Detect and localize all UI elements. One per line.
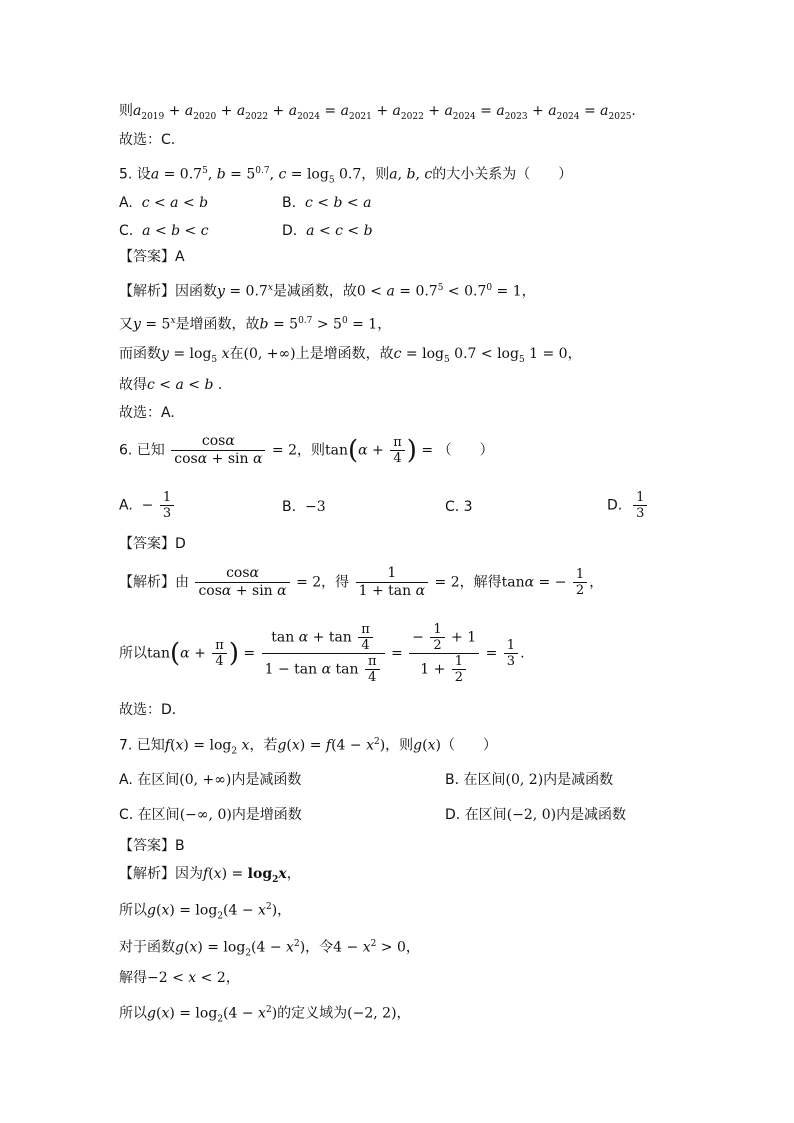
q6-option-c: C. 3 [445, 499, 473, 515]
q6-analysis-1: 【解析】由 $\frac{\cos\alpha}{\text{cosα + sin α}}$ = 2，得 $\frac{1}{\text{1 + tan α}}$ = 2，解得tanα = − $\frac{1}{2}$ ， [119, 565, 604, 599]
q5-analysis-4: 故得c < a < b . [119, 377, 223, 393]
q5-option-a: A. c < a < b [119, 195, 209, 211]
q7-option-b: B. 在区间(0, 2)内是减函数 [445, 772, 614, 788]
q7-analysis-3: 对于函数$g(x) = \log_2(4 - x^2)$，令$4 - x^2 > 0$， [119, 939, 420, 959]
answer-choice-d: 故选：D. [119, 702, 177, 718]
q5-analysis-2: 又$y = 5^x$是增函数，故$b = 5^{0.7} > 5^0 = 1$， [119, 316, 392, 333]
q6-option-a: A. − $\frac{1}{3}$ [119, 490, 176, 521]
q7-answer: 【答案】B [119, 838, 185, 854]
q6-option-b: B. −3 [282, 499, 326, 515]
line-sum-result: 则$a_{2019} + a_{2020} + a_{2022} + a_{2024} = a_{2021} + a_{2022} + a_{2024} = a_{2023} + a_{2024} = a_{2025}$. [119, 103, 636, 122]
q5-option-b: B. c < b < a [282, 195, 372, 211]
fraction-cos-over-sum: $\frac{\cos\alpha}{\text{cosα + sin α}}$ [171, 433, 265, 468]
answer-choice-c: 故选：C. [119, 132, 176, 148]
q7-analysis-2: 所以$g(x) = \log_2(4 - x^2)$， [119, 902, 292, 922]
q7-option-a: A. 在区间(0, +∞)内是减函数 [119, 772, 302, 788]
q5-option-c: C. a < b < c [119, 223, 209, 239]
q6-answer: 【答案】D [119, 536, 186, 552]
answer-choice-a: 故选：A. [119, 405, 175, 421]
question-6: 6. 已知 $\frac{\cos\alpha}{\text{cosα + sin α}}$ = 2，则tan(α + $\frac{\pi}{4}$ ) = （ ） [119, 433, 494, 467]
q7-analysis-4: 解得−2 < x < 2， [119, 970, 240, 986]
q7-analysis-5: 所以$g(x) = \log_2(4 - x^2)$的定义域为(−2, 2)， [119, 1005, 411, 1025]
question-5: 5. 设$a = 0.7^5$, $b = 5^{0.7}$, $c = \log_5 0.7$，则a, b, c的大小关系为（ ） [119, 166, 573, 186]
q7-option-c: C. 在区间(−∞, 0)内是增函数 [119, 807, 302, 823]
q7-option-d: D. 在区间(−2, 0)内是减函数 [445, 807, 627, 823]
q6-analysis-2: 所以tan(α + $\frac{\pi}{4}$ ) = tan α + tan $\frac{\pi}{4}$ 1 − tan α tan $\frac{\pi}{4}$ = − $\frac{1}{2}$ + 1 1 + $\frac{1}{2}$ = $\frac{1}{3}$ . [119, 622, 525, 685]
q5-option-d: D. a < c < b [282, 223, 373, 239]
q7-analysis-1: 【解析】因为$f(x) = \log_2x$， [119, 866, 301, 885]
question-7: 7. 已知$f(x) = \log_2 x$，若$g(x) = f(4 - x^2)$，则g(x)（ ） [119, 737, 497, 757]
q5-analysis-1: 【解析】因函数$y = 0.7^x$是减函数，故$0 < a = 0.7^5 < 0.7^0 = 1$， [119, 283, 536, 300]
q5-analysis-3: 而函数$y = \log_5 x$在(0, +∞)上是增函数，故$c = \log_5 0.7 < \log_5 1 = 0$， [119, 346, 582, 365]
q6-option-d: D. $\frac{1}{3}$ [607, 490, 649, 521]
q5-answer: 【答案】A [119, 249, 185, 265]
